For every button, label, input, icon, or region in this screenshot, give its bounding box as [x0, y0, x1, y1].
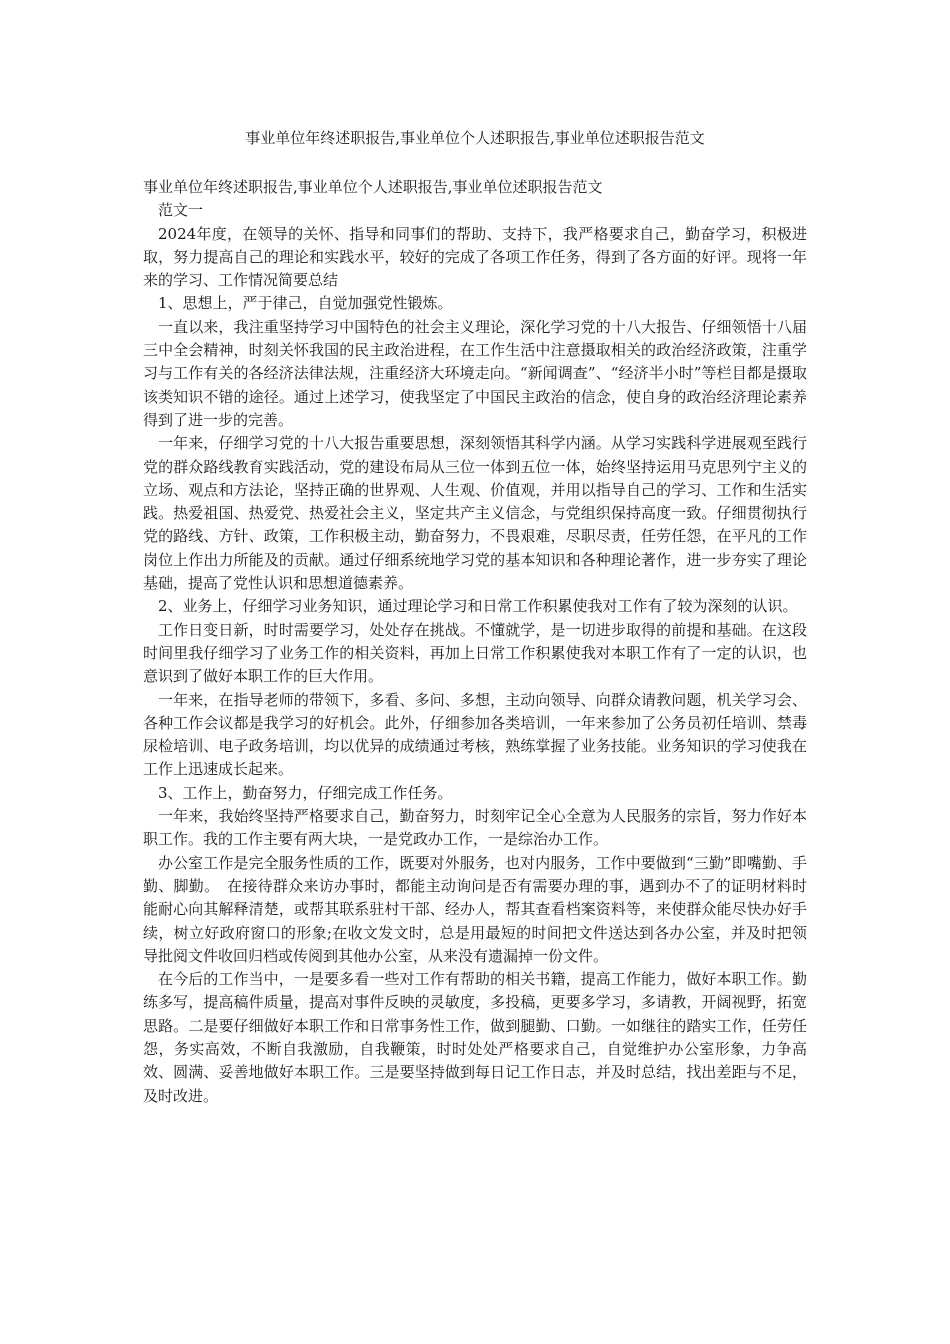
- paragraph: 2024年度，在领导的关怀、指导和同事们的帮助、支持下，我严格要求自己，勤奋学习，积极进取，努力提高自己的理论和实践水平，较好的完成了各项工作任务，得到了各方面的好评。现将一年来的学习、工作情况简要总结: [143, 224, 807, 290]
- paragraph: 3、工作上，勤奋努力，仔细完成工作任务。: [158, 783, 453, 802]
- section-label: 范文一: [158, 201, 204, 220]
- paragraph: 一直以来，我注重坚持学习中国特色的社会主义理论，深化学习党的十八大报告、仔细领悟十八届三中全会精神，时刻关怀我国的民主政治进程，在工作生活中注意摄取相关的政治经济政策，注重学习与工作有关的各经济法律法规，注重经济大环境走向。“新闻调查”、“经济半小时”等栏目都是摄取该类知识不错的途径。通过上述学习，使我坚定了中国民主政治的信念，使自身的政治经济理论素养得到了进一步的完善。: [143, 317, 807, 429]
- document-heading: 事业单位年终述职报告,事业单位个人述职报告,事业单位述职报告范文: [143, 178, 603, 196]
- paragraph: 2、业务上，仔细学习业务知识，通过理论学习和日常工作积累使我对工作有了较为深刻的认识。: [158, 597, 798, 616]
- paragraph: 在今后的工作当中，一是要多看一些对工作有帮助的相关书籍，提高工作能力，做好本职工作。勤练多写，提高稿件质量，提高对事件反映的灵敏度，多投稿，更要多学习，多请教，开阔视野，拓宽思路。二是要仔细做好本职工作和日常事务性工作，做到腿勤、口勤。一如继往的踏实工作，任劳任怨，务实高效，不断自我激励，自我鞭策，时时处处严格要求自己，自觉维护办公室形象，力争高效、圆满、妥善地做好本职工作。三是要坚持做到每日记工作日志，并及时总结，找出差距与不足，及时改进。: [143, 970, 807, 1105]
- paragraph: 一年来，我始终坚持严格要求自己，勤奋努力，时刻牢记全心全意为人民服务的宗旨，努力作好本职工作。我的工作主要有两大块，一是党政办工作，一是综治办工作。: [143, 807, 807, 849]
- paragraph: 1、思想上，严于律己，自觉加强党性锻炼。: [158, 294, 453, 313]
- paragraph: 办公室工作是完全服务性质的工作，既要对外服务，也对内服务，工作中要做到“三勤”即嘴勤、手勤、脚勤。 在接待群众来访办事时，都能主动询问是否有需要办理的事，遇到办不了的证明材料时能耐心向其解释清楚，或帮其联系驻村干部、经办人，帮其查看档案资料等，来使群众能尽快办好手续，树立好政府窗口的形象;在收文发文时，总是用最短的时间把文件送达到各办公室，并及时把领导批阅文件收回归档或传阅到其他办公室，从来没有遗漏掉一份文件。: [143, 853, 807, 965]
- document-title: 事业单位年终述职报告,事业单位个人述职报告,事业单位述职报告范文: [245, 129, 705, 147]
- paragraph: 一年来，仔细学习党的十八大报告重要思想，深刻领悟其科学内涵。从学习实践科学进展观至践行党的群众路线教育实践活动，党的建设布局从三位一体到五位一体，始终坚持运用马克思列宁主义的立场、观点和方法论，坚持正确的世界观、人生观、价值观，并用以指导自己的学习、工作和生活实践。热爱祖国、热爱党、热爱社会主义，坚定共产主义信念，与党组织保持高度一致。仔细贯彻执行党的路线、方针、政策，工作积极主动，勤奋努力，不畏艰难，尽职尽责，任劳任怨，在平凡的工作岗位上作出力所能及的贡献。通过仔细系统地学习党的基本知识和各种理论著作，进一步夯实了理论基础，提高了党性认识和思想道德素养。: [143, 434, 807, 593]
- paragraph: 一年来，在指导老师的带领下，多看、多问、多想，主动向领导、向群众请教问题，机关学习会、各种工作会议都是我学习的好机会。此外，仔细参加各类培训，一年来参加了公务员初任培训、禁毒尿检培训、电子政务培训，均以优异的成绩通过考核，熟练掌握了业务技能。业务知识的学习使我在工作上迅速成长起来。: [143, 690, 807, 779]
- paragraph: 工作日变日新，时时需要学习，处处存在挑战。不懂就学，是一切进步取得的前提和基础。在这段时间里我仔细学习了业务工作的相关资料，再加上日常工作积累使我对本职工作有了一定的认识，也意识到了做好本职工作的巨大作用。: [143, 620, 807, 686]
- document-body: [143, 176, 807, 1108]
